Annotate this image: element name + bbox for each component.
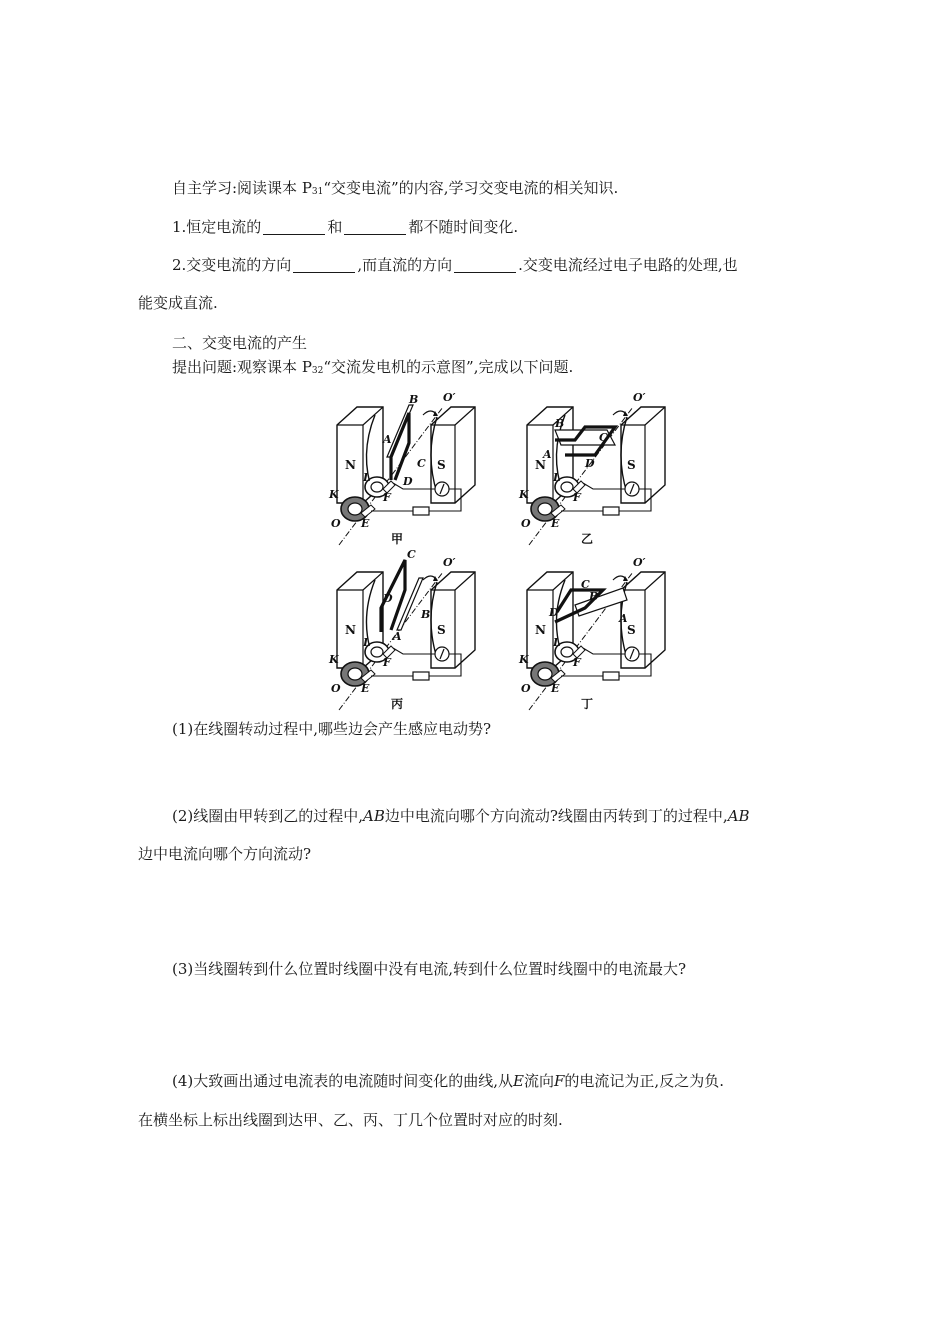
coil-label-a: A bbox=[393, 630, 402, 643]
magnet-s-label: S bbox=[627, 458, 636, 472]
resistor-icon bbox=[603, 672, 619, 680]
question-4 bbox=[172, 1070, 724, 1092]
coil-label-c: C bbox=[407, 548, 416, 561]
question-2-continued: 边中电流向哪个方向流动? bbox=[138, 845, 312, 863]
resistor-icon bbox=[603, 507, 619, 515]
label-o: O bbox=[331, 517, 341, 530]
coil-label-c: C bbox=[581, 578, 590, 591]
coil-label-d: D bbox=[403, 475, 413, 488]
coil-label-d: D bbox=[549, 606, 559, 619]
coil-label-b: B bbox=[555, 417, 565, 430]
q1-text-b: 和 bbox=[327, 218, 343, 236]
magnet-n-label: N bbox=[535, 458, 546, 472]
label-o: O bbox=[521, 682, 531, 695]
axis-label-o-prime: O′ bbox=[443, 556, 456, 569]
label-e: E bbox=[361, 682, 370, 695]
circuit-wire-top bbox=[393, 648, 435, 654]
intro-line bbox=[172, 177, 618, 203]
coil-thick-edge bbox=[391, 413, 409, 480]
label-e: E bbox=[551, 517, 560, 530]
question-1-fill bbox=[172, 216, 518, 238]
coil-label-a: A bbox=[383, 433, 392, 446]
label-l: L bbox=[553, 636, 561, 649]
q2-text-b: ,而直流的方向 bbox=[357, 256, 453, 274]
generator-figure bbox=[328, 391, 475, 546]
label-e: E bbox=[551, 682, 560, 695]
magnet-s-label: S bbox=[627, 623, 636, 637]
resistor-icon bbox=[413, 507, 429, 515]
q2-text-a: 2.交变电流的方向 bbox=[172, 256, 292, 274]
label-k: K bbox=[329, 488, 339, 501]
q2-text-c: .交变电流经过电子电路的处理,也 bbox=[518, 256, 738, 274]
slip-ring-l-inner bbox=[561, 647, 573, 657]
figure-caption: 甲 bbox=[391, 532, 404, 546]
circuit-wire-top bbox=[393, 483, 435, 489]
generator-diagrams bbox=[325, 385, 685, 715]
magnet-n-label: N bbox=[345, 623, 356, 637]
label-l: L bbox=[363, 471, 371, 484]
slip-ring-k-inner bbox=[538, 503, 552, 515]
prompt-text: 提出问题:观察课本 P bbox=[172, 358, 312, 376]
slip-ring-k-inner bbox=[348, 668, 362, 680]
label-f: F bbox=[573, 491, 581, 504]
question-4-continued: 在横坐标上标出线圈到达甲、乙、丙、丁几个位置时对应的时刻. bbox=[138, 1111, 563, 1129]
axis-label-o-prime: O′ bbox=[633, 391, 646, 404]
label-o: O bbox=[521, 517, 531, 530]
slip-ring-l-inner bbox=[371, 482, 383, 492]
slip-ring-l-inner bbox=[371, 647, 383, 657]
generator-figure bbox=[518, 556, 665, 711]
intro-text-rest: “交变电流”的内容,学习交变电流的相关知识. bbox=[323, 179, 619, 197]
label-f: F bbox=[383, 491, 391, 504]
circuit-wire-top bbox=[583, 648, 625, 654]
coil-label-b: B bbox=[421, 608, 431, 621]
magnet-s-label: S bbox=[437, 623, 446, 637]
section-prompt bbox=[172, 356, 573, 382]
axis-label-o-prime: O′ bbox=[633, 556, 646, 569]
figure-caption: 乙 bbox=[581, 532, 594, 546]
generator-figure bbox=[328, 548, 475, 711]
label-l: L bbox=[553, 471, 561, 484]
slip-ring-l-inner bbox=[561, 482, 573, 492]
magnet-s-label: S bbox=[437, 458, 446, 472]
label-o: O bbox=[331, 682, 341, 695]
q4-part-b: 流向 bbox=[523, 1072, 554, 1090]
coil-label-b: B bbox=[409, 393, 419, 406]
label-k: K bbox=[329, 653, 339, 666]
q4-part-c: 的电流记为正,反之为负. bbox=[564, 1072, 724, 1090]
blank-field[interactable] bbox=[293, 257, 355, 273]
q1-text-c: 都不随时间变化. bbox=[408, 218, 519, 236]
q2-part-b: 边中电流向哪个方向流动?线圈由丙转到丁的过程中, bbox=[384, 807, 728, 825]
blank-field[interactable] bbox=[263, 219, 325, 235]
axis-label-o-prime: O′ bbox=[443, 391, 456, 404]
label-f: F bbox=[383, 656, 391, 669]
coil-label-d: D bbox=[383, 592, 393, 605]
question-3: (3)当线圈转到什么位置时线圈中没有电流,转到什么位置时线圈中的电流最大? bbox=[172, 960, 687, 978]
label-l: L bbox=[363, 636, 371, 649]
page-subscript: 32 bbox=[311, 366, 324, 376]
coil-label-a: A bbox=[543, 448, 552, 461]
coil-label-c: C bbox=[599, 431, 608, 444]
q1-text-a: 1.恒定电流的 bbox=[172, 218, 262, 236]
resistor-icon bbox=[413, 672, 429, 680]
blank-field[interactable] bbox=[344, 219, 406, 235]
prompt-text-rest: “交流发电机的示意图”,完成以下问题. bbox=[323, 358, 574, 376]
magnet-n-label: N bbox=[345, 458, 356, 472]
slip-ring-k-inner bbox=[538, 668, 552, 680]
question-2 bbox=[172, 805, 750, 827]
question-1: (1)在线圈转动过程中,哪些边会产生感应电动势? bbox=[172, 720, 492, 738]
magnet-n-label: N bbox=[535, 623, 546, 637]
edge-ab-label: AB bbox=[363, 807, 385, 825]
edge-ab-label: AB bbox=[727, 807, 750, 825]
figure-caption: 丁 bbox=[581, 697, 594, 711]
q2-part-a: (2)线圈由甲转到乙的过程中, bbox=[172, 807, 364, 825]
point-f-label: F bbox=[554, 1072, 565, 1090]
label-f: F bbox=[573, 656, 581, 669]
point-e-label: E bbox=[513, 1072, 524, 1090]
figure-caption: 丙 bbox=[391, 697, 404, 711]
question-2-continued: 能变成直流. bbox=[138, 294, 218, 312]
slip-ring-k-inner bbox=[348, 503, 362, 515]
page-subscript: 31 bbox=[311, 187, 324, 197]
blank-field[interactable] bbox=[454, 257, 516, 273]
coil-label-b: B bbox=[589, 590, 599, 603]
label-k: K bbox=[519, 653, 529, 666]
generator-figure bbox=[518, 391, 665, 546]
coil-label-a: A bbox=[619, 612, 628, 625]
q4-part-a: (4)大致画出通过电流表的电流随时间变化的曲线,从 bbox=[172, 1072, 514, 1090]
label-e: E bbox=[361, 517, 370, 530]
coil-label-c: C bbox=[417, 457, 426, 470]
intro-text: 自主学习:阅读课本 P bbox=[172, 179, 312, 197]
coil-label-d: D bbox=[585, 457, 595, 470]
question-2-fill bbox=[172, 254, 738, 276]
label-k: K bbox=[519, 488, 529, 501]
section-title: 二、交变电流的产生 bbox=[172, 334, 308, 352]
circuit-wire-top bbox=[583, 483, 625, 489]
